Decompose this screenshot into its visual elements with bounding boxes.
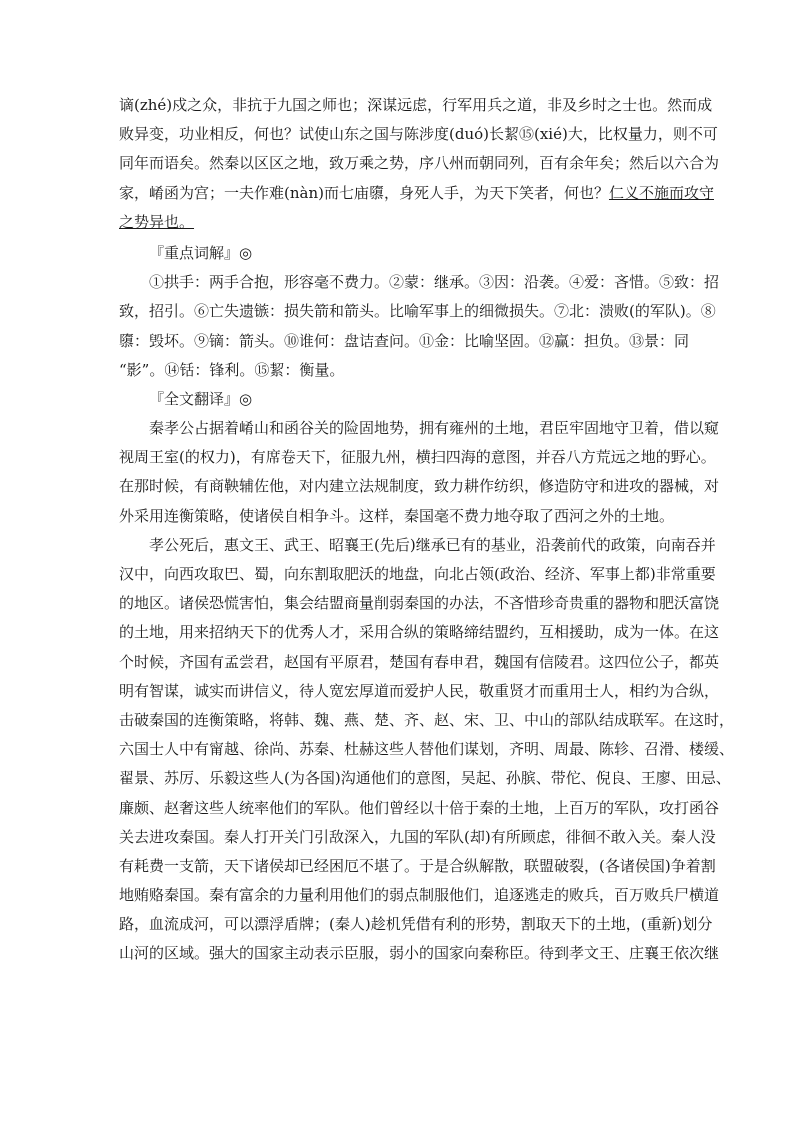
glossary-line: ①拱手：两手合抱，形容毫不费力。②蒙：继承。③因：沿袭。④爱：吝惜。⑤致：招 [149,273,720,292]
translation-line: 六国士人中有甯越、徐尚、苏秦、杜赫这些人替他们谋划，齐明、周最、陈轸、召滑、楼缓、 [119,740,735,759]
passage-line: 同年而语矣。然秦以区区之地，致万乘之势，序八州而朝同列，百有余年矣；然后以六合为 [119,154,720,173]
translation-line: 的土地，用来招纳天下的优秀人才，采用合纵的策略缔结盟约，互相援助，成为一体。在这 [119,623,720,642]
translation-line: 视周王室(的权力)，有席卷天下，征服九州，横扫四海的意图，并吞八方荒远之地的野心。 [119,448,716,467]
translation-line: 外采用连衡策略，使诸侯自相争斗。这样，秦国毫不费力地夺取了西河之外的土地。 [119,506,675,525]
translation-line: 在那时候，有商鞅辅佐他，对内建立法规制度，致力耕作纺织，修造防守和进攻的器械，对 [119,477,720,496]
translation-line: 路，血流成河，可以漂浮盾牌；(秦人)趁机凭借有利的形势，割取天下的土地，(重新)划分 [119,915,713,934]
translation-line: 地贿赂秦国。秦有富余的力量利用他们的弱点制服他们，追逐逃走的败兵，百万败兵尸横道 [119,886,720,905]
underlined-sentence: 仁义不施而攻守 [608,183,714,202]
glossary-heading: 『重点词解』◎ [149,243,253,262]
translation-line: 山河的区域。强大的国家主动表示臣服，弱小的国家向秦称臣。待到孝文王、庄襄王依次继 [119,944,720,963]
document-page [119,91,735,969]
translation-line: 孝公死后，惠文王、武王、昭襄王(先后)继承已有的基业，沿袭前代的政策，向南吞并 [149,535,716,554]
glossary-line: “影”。⑭铦：锋利。⑮絜：衡量。 [119,360,345,379]
passage-line [119,208,685,237]
glossary-line: 隳：毁坏。⑨镝：箭头。⑩谁何：盘诘查问。⑪金：比喻坚固。⑫赢：担负。⑬景：同 [119,331,690,350]
translation-line: 汉中，向西攻取巴、蜀，向东割取肥沃的地盘，向北占领(政治、经济、军事上都)非常重要 [119,565,716,583]
passage-line [119,179,714,208]
translation-line: 翟景、苏厉、乐毅这些人(为各国)沟通他们的意图，吴起、孙膑、带佗、倪良、王廖、田忌、 [119,769,731,788]
passage-line: 败异变，功业相反，何也？试使山东之国与陈涉度(duó)长絜⑮(xié)大，比权量力，则不可 [119,125,718,144]
translation-line: 明有智谋，诚实而讲信义，待人宽宏厚道而爱护人民，敬重贤才而重用士人，相约为合纵， [119,681,720,700]
translation-line: 关去进攻秦国。秦人打开关门引敌深入，九国的军队(却)有所顾虑，徘徊不敢入关。秦人没 [119,827,716,846]
passage-line: 谪(zhé)戍之众，非抗于九国之师也；深谋远虑，行军用兵之道，非及乡时之士也。然而成 [119,96,713,114]
glossary-line: 致，招引。⑥亡失遗镞：损失箭和箭头。比喻军事上的细微损失。⑦北：溃败(的军队)。⑧ [119,302,716,321]
translation-line: 击破秦国的连衡策略，将韩、魏、燕、楚、齐、赵、宋、卫、中山的部队结成联军。在这时， [119,710,735,729]
translation-line: 个时候，齐国有孟尝君，赵国有平原君，楚国有春申君，魏国有信陵君。这四位公子，都英 [119,652,720,671]
translation-line: 秦孝公占据着崤山和函谷关的险固地势，拥有雍州的土地，君臣牢固地守卫着，借以窥 [149,419,720,438]
passage-line-text: 家，崤函为宫；一夫作难(nàn)而七庙隳，身死人手，为天下笑者，何也？ [119,183,609,202]
translation-heading: 『全文翻译』◎ [149,389,253,408]
translation-line: 的地区。诸侯恐慌害怕，集会结盟商量削弱秦国的办法，不吝惜珍奇贵重的器物和肥沃富饶 [119,594,720,613]
translation-line: 有耗费一支箭，天下诸侯却已经困厄不堪了。于是合纵解散，联盟破裂，(各诸侯国)争着割 [119,856,716,875]
underlined-sentence-end: 之势异也。 [119,212,195,231]
translation-line: 廉颇、赵奢这些人统率他们的军队。他们曾经以十倍于秦的土地，上百万的军队，攻打函谷 [119,798,720,817]
